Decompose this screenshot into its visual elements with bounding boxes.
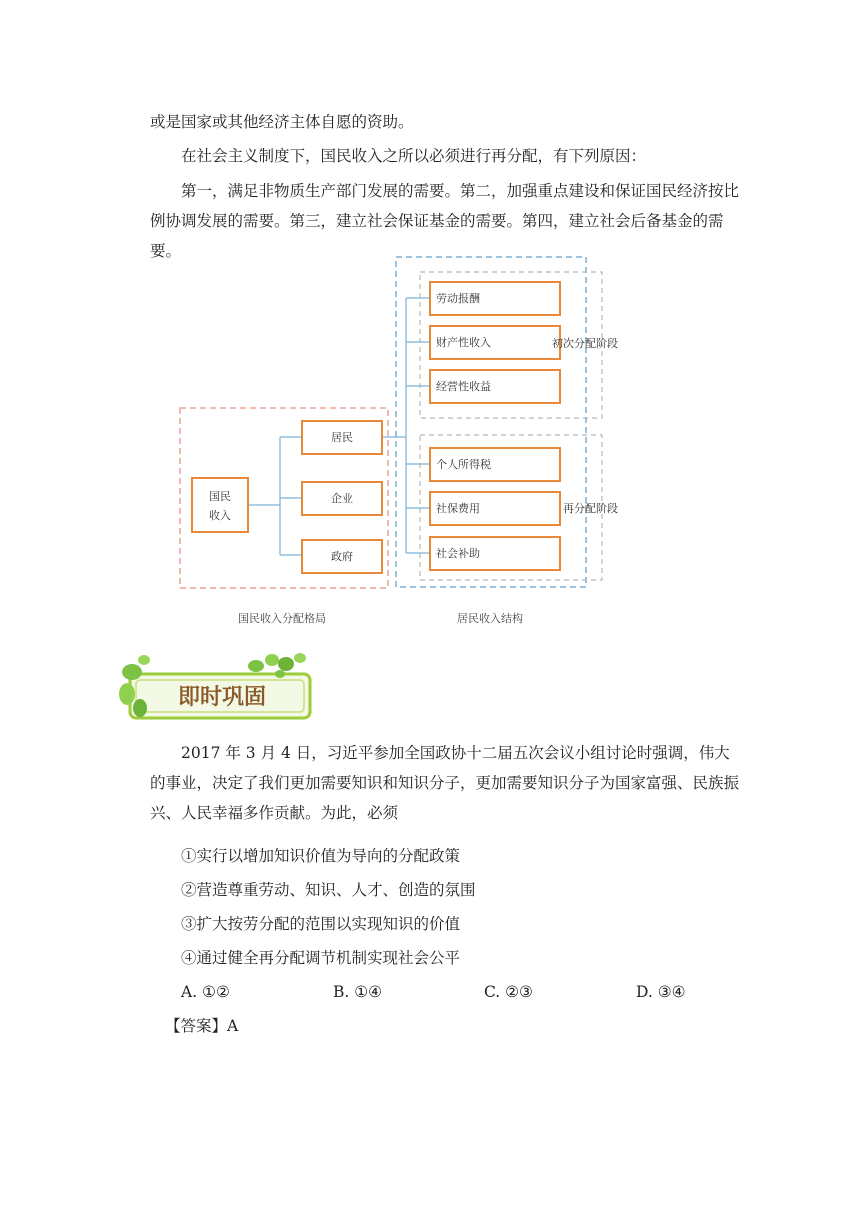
- primary-stage-label: 初次分配阶段: [552, 337, 618, 350]
- secondary-stage-label: 再分配阶段: [563, 502, 618, 515]
- primary-item-label-1: 劳动报酬: [436, 292, 480, 305]
- question-stem: 2017 年 3 月 4 日，习近平参加全国政协十二届五次会议小组讨论时强调，伟大的事业，决定了我们更加需要知识和知识分子，更加需要知识分子为国家富强、民族振兴、人民幸福多作贡献。为此，必须: [150, 744, 740, 822]
- answer: 【答案】A: [165, 1017, 239, 1035]
- statement-4: ④通过健全再分配调节机制实现社会公平: [181, 949, 461, 967]
- option-a: A. ①②: [181, 983, 230, 1001]
- root-label-line1: 国民: [209, 490, 231, 503]
- statement-1: ①实行以增加知识价值为导向的分配政策: [181, 847, 461, 865]
- income-distribution-diagram: [170, 250, 620, 630]
- caption-right: 居民收入结构: [457, 612, 523, 625]
- subject-label-residents: 居民: [331, 431, 353, 444]
- option-c: C. ②③: [484, 983, 533, 1001]
- option-d: D. ③④: [636, 983, 686, 1001]
- reason-intro: 在社会主义制度下，国民收入之所以必须进行再分配，有下列原因：: [181, 147, 647, 165]
- root-label-line2: 收入: [209, 509, 231, 522]
- secondary-item-label-3: 社会补助: [436, 547, 480, 560]
- statement-2: ②营造尊重劳动、知识、人才、创造的氛围: [181, 881, 476, 899]
- reasons-paragraph: 第一，满足非物质生产部门发展的需要。第二，加强重点建设和保证国民经济按比例协调发展的需要。第三，建立社会保证基金的需要。第四，建立社会后备基金的需要。: [150, 182, 740, 260]
- primary-item-label-3: 经营性收益: [436, 380, 491, 393]
- caption-left: 国民收入分配格局: [238, 612, 326, 625]
- badge-label: 即时巩固: [177, 685, 267, 710]
- statement-3: ③扩大按劳分配的范围以实现知识的价值: [181, 915, 461, 933]
- primary-item-label-2: 财产性收入: [436, 336, 491, 349]
- subject-label-government: 政府: [331, 550, 353, 563]
- root-box: [192, 478, 248, 532]
- subject-label-enterprise: 企业: [331, 492, 353, 505]
- secondary-item-label-1: 个人所得税: [436, 458, 491, 471]
- section-badge: [118, 650, 328, 730]
- intro-continuation: 或是国家或其他经济主体自愿的资助。: [150, 113, 414, 131]
- option-b: B. ①④: [333, 983, 383, 1001]
- secondary-item-label-2: 社保费用: [436, 502, 480, 515]
